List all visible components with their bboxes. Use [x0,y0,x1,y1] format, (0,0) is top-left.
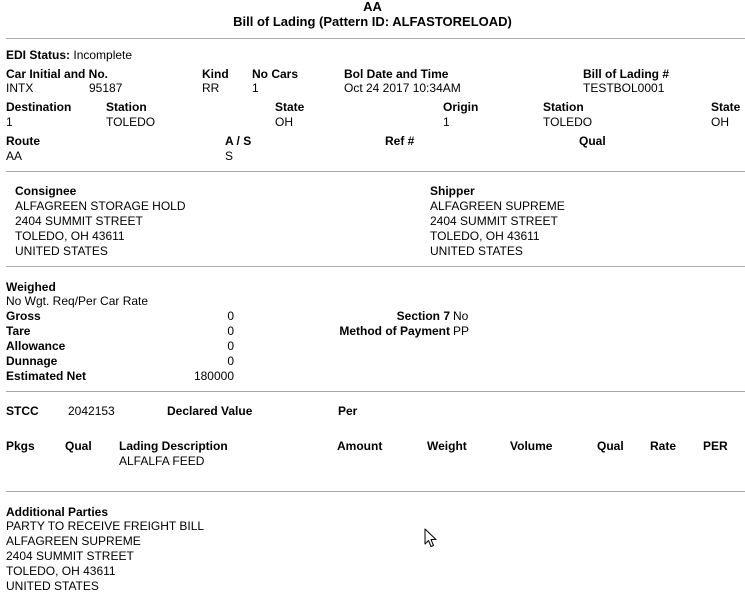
additional-parties-label: Additional Parties [6,505,109,519]
origin-station-label: Station [543,100,584,114]
destination-state-label: State [275,100,305,114]
ref-label: Ref # [385,134,415,148]
no-cars-label: No Cars [252,67,299,81]
divider [6,171,745,172]
shipper-line: UNITED STATES [430,244,523,258]
declared-value-label: Declared Value [167,404,253,418]
consignee-line: 2404 SUMMIT STREET [15,214,143,228]
mouse-cursor-icon [424,528,438,548]
destination-state-value: OH [275,115,293,129]
tare-value: 0 [227,324,234,338]
car-initial-label: Car Initial and No. [6,67,109,81]
car-number-value: 95187 [89,81,123,95]
stcc-label: STCC [6,404,39,418]
col-weight: Weight [427,439,467,453]
section7-value: No [453,309,469,323]
consignee-label: Consignee [15,184,77,198]
stcc-value: 2042153 [68,404,115,418]
col-pkgs: Pkgs [6,439,35,453]
col-per: PER [703,439,728,453]
destination-station-value: TOLEDO [106,115,156,129]
consignee-line: ALFAGREEN STORAGE HOLD [15,199,186,213]
per-label: Per [338,404,358,418]
consignee-line: TOLEDO, OH 43611 [15,229,125,243]
tare-label: Tare [6,324,31,338]
weighed-label: Weighed [6,280,56,294]
lading-description-value: ALFALFA FEED [119,454,205,468]
qual-label: Qual [579,134,606,148]
destination-value: 1 [6,115,13,129]
shipper-line: ALFAGREEN SUPREME [430,199,565,213]
payment-method-value: PP [453,324,470,338]
additional-party-line: TOLEDO, OH 43611 [6,564,116,578]
bol-number-label: Bill of Lading # [583,67,669,81]
estimated-net-value: 180000 [193,369,234,383]
as-value: S [225,149,234,163]
carrier-code: AA [363,0,382,14]
divider [6,38,745,39]
bol-date-value: Oct 24 2017 10:34AM [344,81,461,95]
destination-label: Destination [6,100,72,114]
bol-number-value: TESTBOL0001 [583,81,665,95]
allowance-value: 0 [227,339,234,353]
col-qual: Qual [65,439,92,453]
shipper-line: TOLEDO, OH 43611 [430,229,540,243]
divider [6,391,745,392]
col-rate: Rate [650,439,677,453]
edi-status-value: Incomplete [73,48,133,62]
additional-party-line: PARTY TO RECEIVE FREIGHT BILL [6,519,205,533]
origin-state-value: OH [711,115,729,129]
additional-party-line: ALFAGREEN SUPREME [6,534,141,548]
gross-label: Gross [6,309,41,323]
section7-label: Section 7 [396,309,450,323]
dunnage-label: Dunnage [6,354,58,368]
shipper-label: Shipper [430,184,475,198]
origin-state-label: State [711,100,741,114]
destination-station-label: Station [106,100,147,114]
route-value: AA [6,149,23,163]
car-initial-value: INTX [6,81,34,95]
divider [6,266,745,267]
edi-status-label: EDI Status: [6,48,71,62]
no-cars-value: 1 [252,81,259,95]
dunnage-value: 0 [227,354,234,368]
kind-label: Kind [202,67,229,81]
shipper-line: 2404 SUMMIT STREET [430,214,558,228]
col-qual-2: Qual [597,439,624,453]
kind-value: RR [202,81,220,95]
origin-value: 1 [443,115,450,129]
origin-station-value: TOLEDO [543,115,593,129]
route-label: Route [6,134,40,148]
divider [6,491,745,492]
col-volume: Volume [510,439,553,453]
weighed-note: No Wgt. Req/Per Car Rate [6,294,149,308]
document-title: Bill of Lading (Pattern ID: ALFASTORELOAD) [233,14,512,29]
bol-date-label: Bol Date and Time [344,67,449,81]
col-amount: Amount [337,439,383,453]
additional-party-line: 2404 SUMMIT STREET [6,549,134,563]
origin-label: Origin [443,100,479,114]
col-lading-description: Lading Description [119,439,228,453]
allowance-label: Allowance [6,339,66,353]
payment-method-label: Method of Payment [339,324,450,338]
as-label: A / S [225,134,252,148]
edi-status [6,48,132,62]
additional-party-line: UNITED STATES [6,579,99,593]
consignee-line: UNITED STATES [15,244,108,258]
estimated-net-label: Estimated Net [6,369,87,383]
gross-value: 0 [227,309,234,323]
